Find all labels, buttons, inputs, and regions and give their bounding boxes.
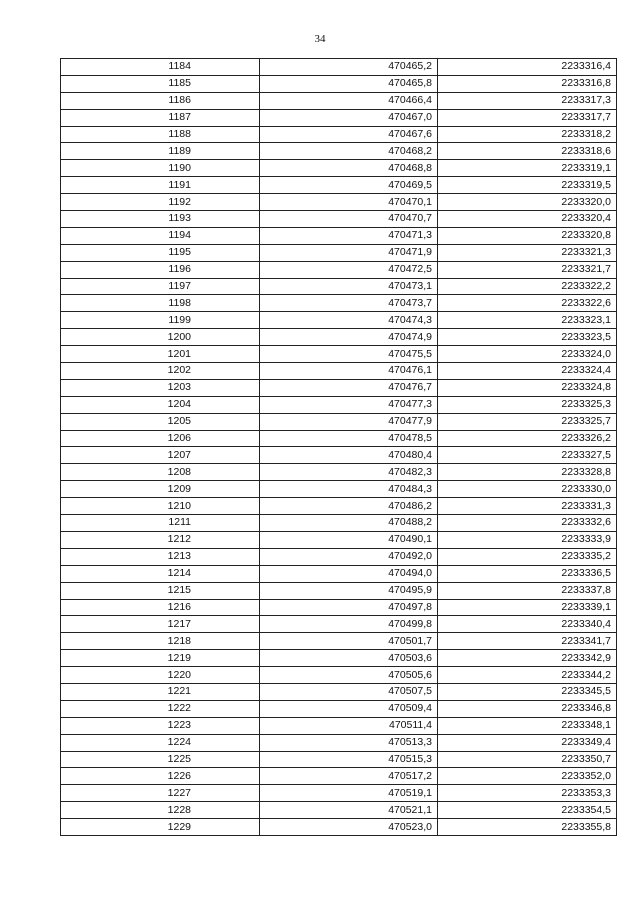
point-number-cell: 1213	[61, 548, 260, 565]
table-row	[61, 599, 617, 616]
table-row	[61, 278, 617, 295]
y-coordinate-cell: 2233353,3	[438, 785, 617, 802]
y-coordinate-cell: 2233339,1	[438, 599, 617, 616]
y-coordinate-cell: 2233328,8	[438, 464, 617, 481]
x-coordinate-cell: 470513,3	[260, 734, 438, 751]
point-number-cell: 1193	[61, 211, 260, 228]
point-number-cell: 1201	[61, 346, 260, 363]
table-row	[61, 413, 617, 430]
table-row	[61, 700, 617, 717]
point-number-cell: 1202	[61, 363, 260, 380]
x-coordinate-cell: 470509,4	[260, 700, 438, 717]
x-coordinate-cell: 470474,9	[260, 329, 438, 346]
point-number-cell: 1212	[61, 531, 260, 548]
x-coordinate-cell: 470476,7	[260, 379, 438, 396]
table-row	[61, 126, 617, 143]
x-coordinate-cell: 470492,0	[260, 548, 438, 565]
x-coordinate-cell: 470488,2	[260, 515, 438, 532]
x-coordinate-cell: 470468,2	[260, 143, 438, 160]
x-coordinate-cell: 470471,3	[260, 227, 438, 244]
table-row	[61, 734, 617, 751]
point-number-cell: 1214	[61, 565, 260, 582]
y-coordinate-cell: 2233317,3	[438, 92, 617, 109]
point-number-cell: 1196	[61, 261, 260, 278]
table-row	[61, 802, 617, 819]
point-number-cell: 1219	[61, 650, 260, 667]
table-row	[61, 582, 617, 599]
point-number-cell: 1228	[61, 802, 260, 819]
table-row	[61, 92, 617, 109]
y-coordinate-cell: 2233317,7	[438, 109, 617, 126]
point-number-cell: 1192	[61, 194, 260, 211]
point-number-cell: 1197	[61, 278, 260, 295]
point-number-cell: 1189	[61, 143, 260, 160]
table-row	[61, 515, 617, 532]
x-coordinate-cell: 470470,7	[260, 211, 438, 228]
x-coordinate-cell: 470486,2	[260, 498, 438, 515]
table-row	[61, 396, 617, 413]
table-row	[61, 683, 617, 700]
y-coordinate-cell: 2233321,3	[438, 244, 617, 261]
y-coordinate-cell: 2233337,8	[438, 582, 617, 599]
y-coordinate-cell: 2233318,6	[438, 143, 617, 160]
table-row	[61, 75, 617, 92]
x-coordinate-cell: 470484,3	[260, 481, 438, 498]
y-coordinate-cell: 2233355,8	[438, 819, 617, 836]
point-number-cell: 1227	[61, 785, 260, 802]
point-number-cell: 1216	[61, 599, 260, 616]
point-number-cell: 1203	[61, 379, 260, 396]
table-row	[61, 109, 617, 126]
x-coordinate-cell: 470495,9	[260, 582, 438, 599]
y-coordinate-cell: 2233335,2	[438, 548, 617, 565]
y-coordinate-cell: 2233346,8	[438, 700, 617, 717]
page-number: 34	[314, 33, 326, 45]
x-coordinate-cell: 470467,6	[260, 126, 438, 143]
table-row	[61, 751, 617, 768]
x-coordinate-cell: 470497,8	[260, 599, 438, 616]
x-coordinate-cell: 470494,0	[260, 565, 438, 582]
point-number-cell: 1222	[61, 700, 260, 717]
x-coordinate-cell: 470473,7	[260, 295, 438, 312]
x-coordinate-cell: 470519,1	[260, 785, 438, 802]
y-coordinate-cell: 2233340,4	[438, 616, 617, 633]
table-row	[61, 194, 617, 211]
table-row	[61, 768, 617, 785]
point-number-cell: 1210	[61, 498, 260, 515]
x-coordinate-cell: 470515,3	[260, 751, 438, 768]
point-number-cell: 1209	[61, 481, 260, 498]
point-number-cell: 1223	[61, 717, 260, 734]
x-coordinate-cell: 470466,4	[260, 92, 438, 109]
point-number-cell: 1206	[61, 430, 260, 447]
table-row	[61, 379, 617, 396]
table-row	[61, 363, 617, 380]
y-coordinate-cell: 2233326,2	[438, 430, 617, 447]
point-number-cell: 1194	[61, 227, 260, 244]
point-number-cell: 1207	[61, 447, 260, 464]
x-coordinate-cell: 470476,1	[260, 363, 438, 380]
point-number-cell: 1224	[61, 734, 260, 751]
table-row	[61, 160, 617, 177]
y-coordinate-cell: 2233325,7	[438, 413, 617, 430]
x-coordinate-cell: 470473,1	[260, 278, 438, 295]
table-row	[61, 548, 617, 565]
table-row	[61, 177, 617, 194]
table-row	[61, 430, 617, 447]
point-number-cell: 1215	[61, 582, 260, 599]
table-row	[61, 447, 617, 464]
table-row	[61, 312, 617, 329]
table-row	[61, 785, 617, 802]
point-number-cell: 1204	[61, 396, 260, 413]
y-coordinate-cell: 2233341,7	[438, 633, 617, 650]
y-coordinate-cell: 2233323,1	[438, 312, 617, 329]
x-coordinate-cell: 470523,0	[260, 819, 438, 836]
x-coordinate-cell: 470517,2	[260, 768, 438, 785]
table-row	[61, 211, 617, 228]
table-row	[61, 261, 617, 278]
y-coordinate-cell: 2233323,5	[438, 329, 617, 346]
y-coordinate-cell: 2233318,2	[438, 126, 617, 143]
x-coordinate-cell: 470470,1	[260, 194, 438, 211]
y-coordinate-cell: 2233350,7	[438, 751, 617, 768]
x-coordinate-cell: 470480,4	[260, 447, 438, 464]
y-coordinate-cell: 2233324,4	[438, 363, 617, 380]
table-row	[61, 531, 617, 548]
y-coordinate-cell: 2233332,6	[438, 515, 617, 532]
y-coordinate-cell: 2233319,5	[438, 177, 617, 194]
x-coordinate-cell: 470501,7	[260, 633, 438, 650]
x-coordinate-cell: 470490,1	[260, 531, 438, 548]
x-coordinate-cell: 470474,3	[260, 312, 438, 329]
table-row	[61, 329, 617, 346]
x-coordinate-cell: 470469,5	[260, 177, 438, 194]
coordinates-table	[60, 58, 617, 836]
x-coordinate-cell: 470521,1	[260, 802, 438, 819]
y-coordinate-cell: 2233348,1	[438, 717, 617, 734]
point-number-cell: 1187	[61, 109, 260, 126]
point-number-cell: 1186	[61, 92, 260, 109]
y-coordinate-cell: 2233342,9	[438, 650, 617, 667]
x-coordinate-cell: 470465,8	[260, 75, 438, 92]
x-coordinate-cell: 470468,8	[260, 160, 438, 177]
y-coordinate-cell: 2233330,0	[438, 481, 617, 498]
y-coordinate-cell: 2233316,8	[438, 75, 617, 92]
x-coordinate-cell: 470475,5	[260, 346, 438, 363]
x-coordinate-cell: 470471,9	[260, 244, 438, 261]
coordinates-table-body	[61, 59, 617, 836]
point-number-cell: 1225	[61, 751, 260, 768]
y-coordinate-cell: 2233345,5	[438, 683, 617, 700]
point-number-cell: 1208	[61, 464, 260, 481]
point-number-cell: 1195	[61, 244, 260, 261]
table-row	[61, 633, 617, 650]
y-coordinate-cell: 2233327,5	[438, 447, 617, 464]
x-coordinate-cell: 470499,8	[260, 616, 438, 633]
y-coordinate-cell: 2233349,4	[438, 734, 617, 751]
y-coordinate-cell: 2233320,4	[438, 211, 617, 228]
point-number-cell: 1211	[61, 515, 260, 532]
table-row	[61, 616, 617, 633]
y-coordinate-cell: 2233319,1	[438, 160, 617, 177]
y-coordinate-cell: 2233321,7	[438, 261, 617, 278]
y-coordinate-cell: 2233316,4	[438, 59, 617, 76]
table-row	[61, 650, 617, 667]
table-row	[61, 481, 617, 498]
y-coordinate-cell: 2233331,3	[438, 498, 617, 515]
table-row	[61, 464, 617, 481]
x-coordinate-cell: 470511,4	[260, 717, 438, 734]
point-number-cell: 1191	[61, 177, 260, 194]
table-row	[61, 819, 617, 836]
table-row	[61, 227, 617, 244]
table-row	[61, 244, 617, 261]
table-row	[61, 667, 617, 684]
table-row	[61, 717, 617, 734]
point-number-cell: 1218	[61, 633, 260, 650]
point-number-cell: 1205	[61, 413, 260, 430]
point-number-cell: 1185	[61, 75, 260, 92]
table-row	[61, 498, 617, 515]
y-coordinate-cell: 2233336,5	[438, 565, 617, 582]
table-row	[61, 295, 617, 312]
point-number-cell: 1220	[61, 667, 260, 684]
x-coordinate-cell: 470477,9	[260, 413, 438, 430]
point-number-cell: 1200	[61, 329, 260, 346]
y-coordinate-cell: 2233322,6	[438, 295, 617, 312]
table-row	[61, 59, 617, 76]
table-row	[61, 143, 617, 160]
x-coordinate-cell: 470503,6	[260, 650, 438, 667]
table-row	[61, 565, 617, 582]
y-coordinate-cell: 2233320,0	[438, 194, 617, 211]
y-coordinate-cell: 2233324,8	[438, 379, 617, 396]
x-coordinate-cell: 470505,6	[260, 667, 438, 684]
y-coordinate-cell: 2233354,5	[438, 802, 617, 819]
point-number-cell: 1221	[61, 683, 260, 700]
point-number-cell: 1217	[61, 616, 260, 633]
point-number-cell: 1226	[61, 768, 260, 785]
x-coordinate-cell: 470467,0	[260, 109, 438, 126]
y-coordinate-cell: 2233322,2	[438, 278, 617, 295]
y-coordinate-cell: 2233320,8	[438, 227, 617, 244]
y-coordinate-cell: 2233352,0	[438, 768, 617, 785]
y-coordinate-cell: 2233324,0	[438, 346, 617, 363]
x-coordinate-cell: 470482,3	[260, 464, 438, 481]
point-number-cell: 1188	[61, 126, 260, 143]
table-row	[61, 346, 617, 363]
x-coordinate-cell: 470507,5	[260, 683, 438, 700]
y-coordinate-cell: 2233325,3	[438, 396, 617, 413]
x-coordinate-cell: 470477,3	[260, 396, 438, 413]
x-coordinate-cell: 470465,2	[260, 59, 438, 76]
x-coordinate-cell: 470472,5	[260, 261, 438, 278]
y-coordinate-cell: 2233344,2	[438, 667, 617, 684]
y-coordinate-cell: 2233333,9	[438, 531, 617, 548]
point-number-cell: 1184	[61, 59, 260, 76]
x-coordinate-cell: 470478,5	[260, 430, 438, 447]
point-number-cell: 1199	[61, 312, 260, 329]
point-number-cell: 1190	[61, 160, 260, 177]
point-number-cell: 1229	[61, 819, 260, 836]
point-number-cell: 1198	[61, 295, 260, 312]
